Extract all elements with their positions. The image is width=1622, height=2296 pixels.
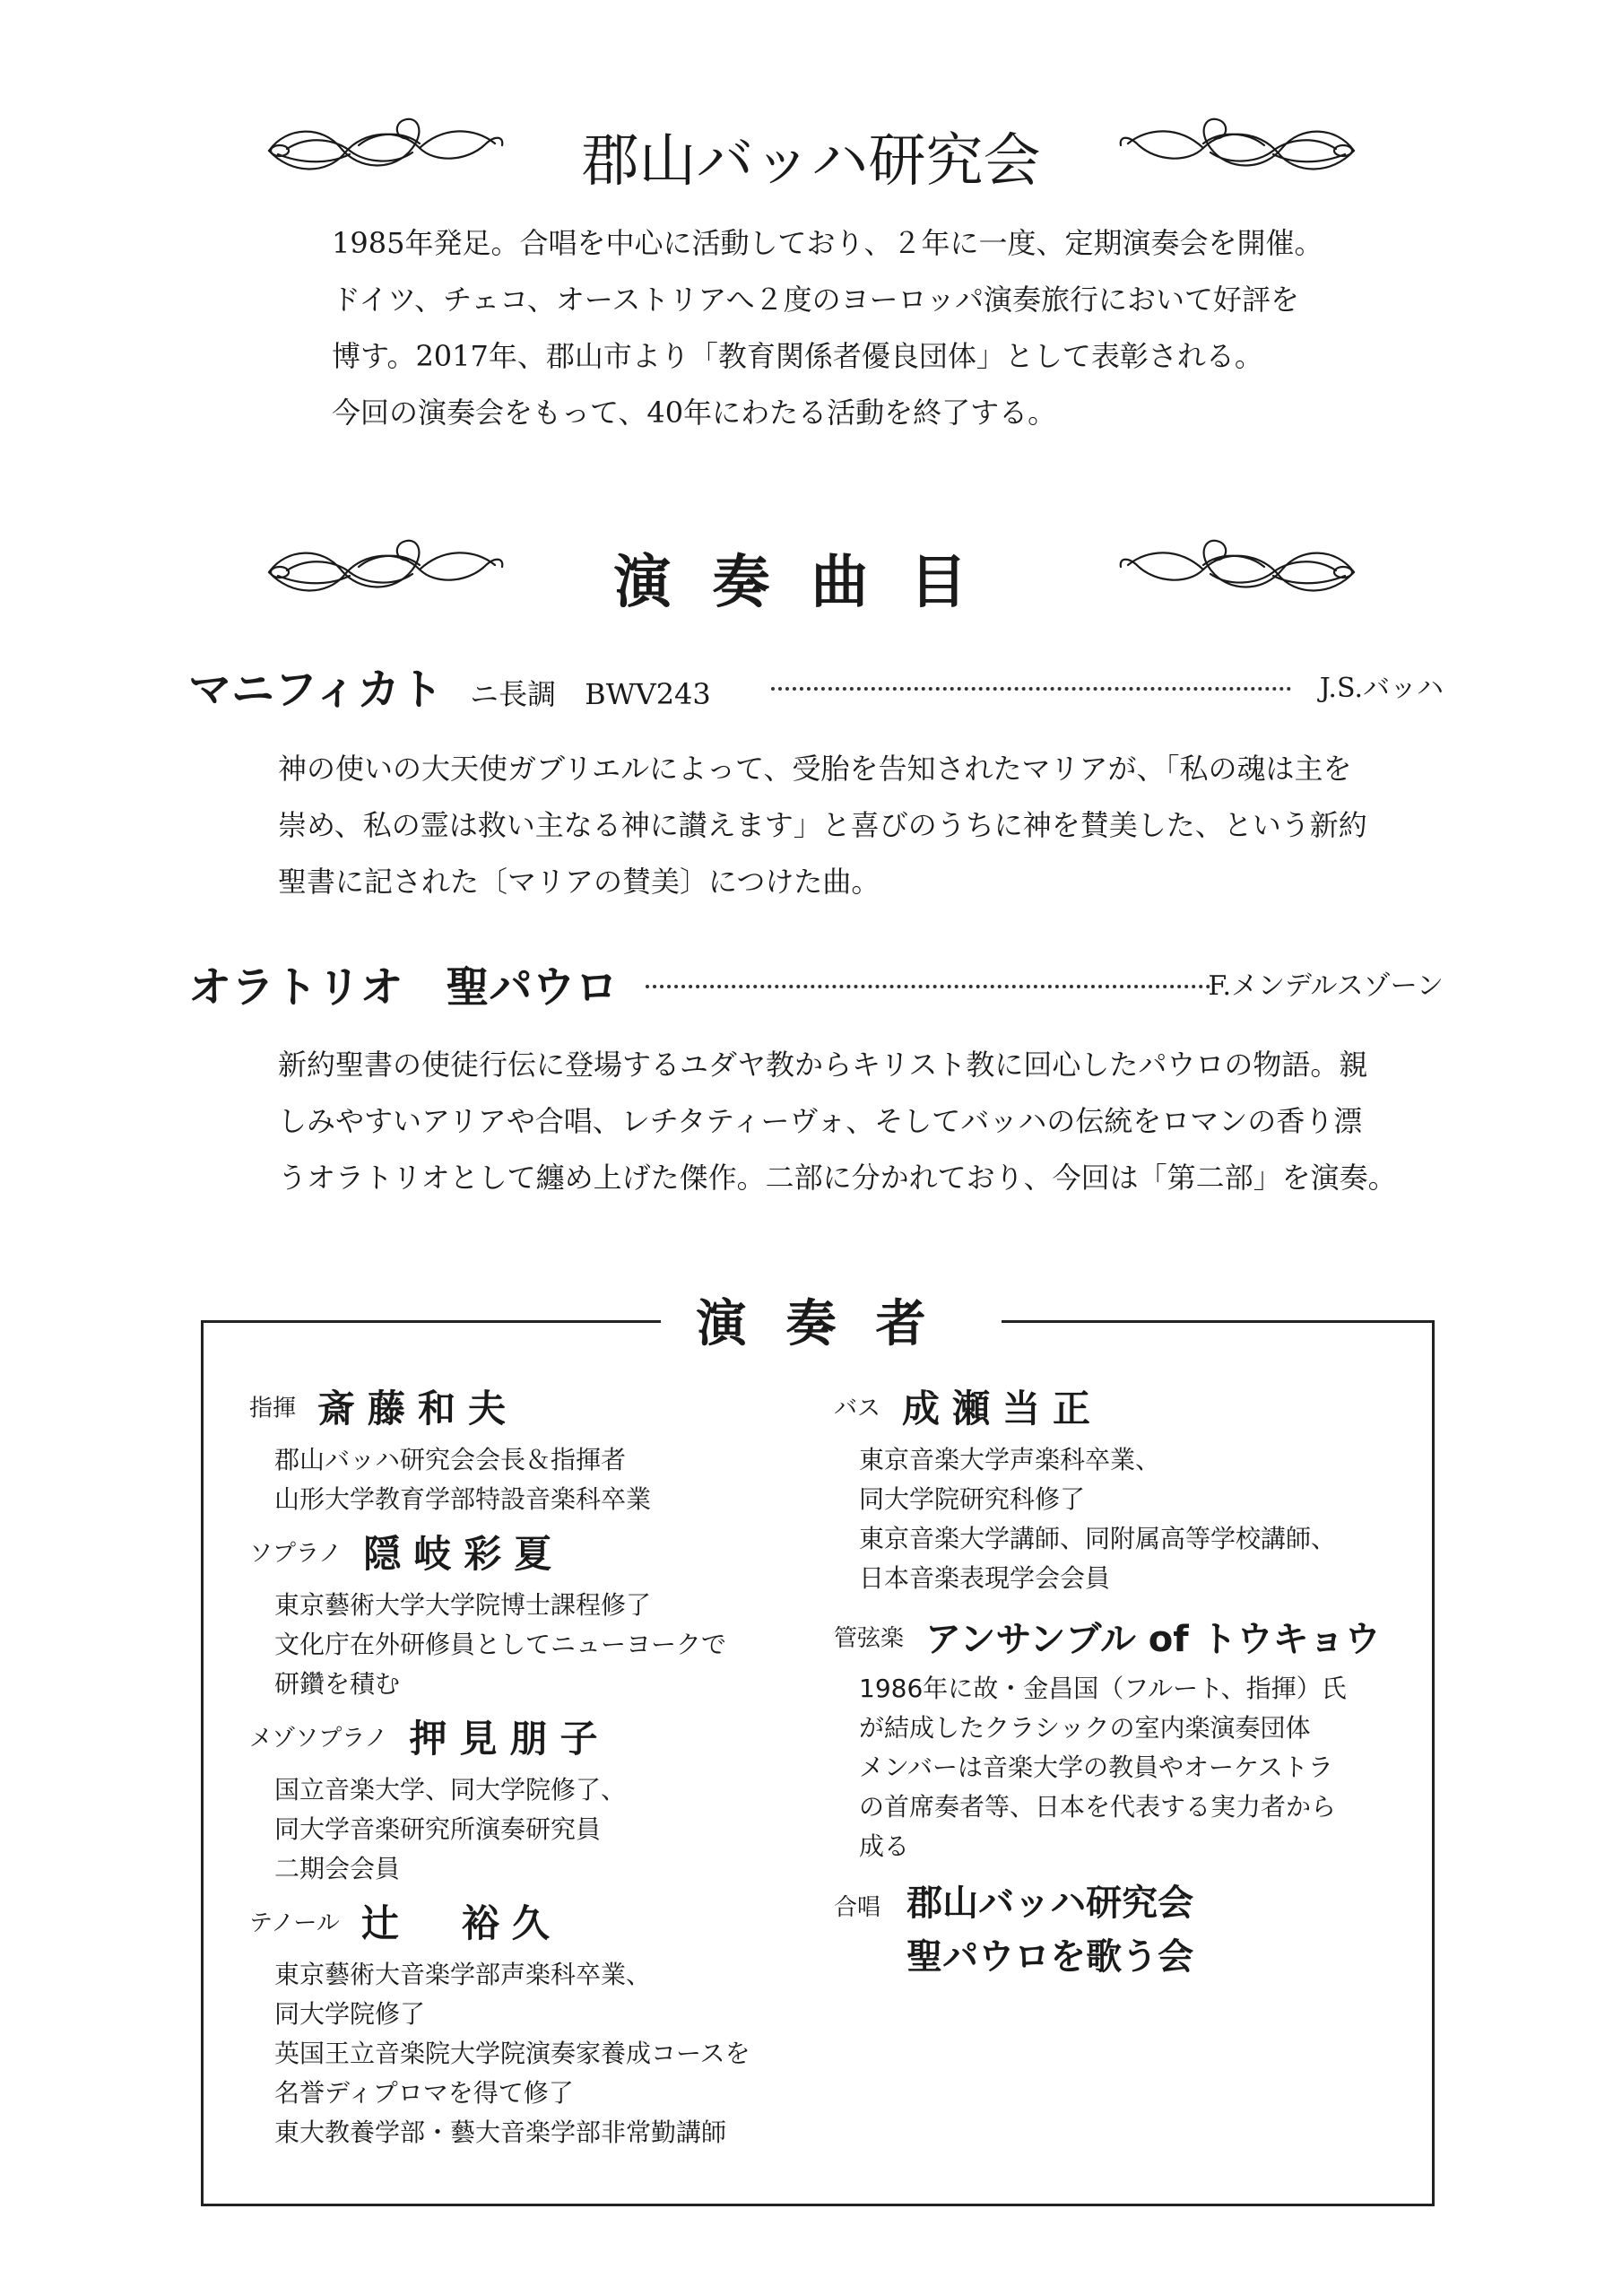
about-line: ドイツ、チェコ、オーストリアへ２度のヨーロッパ演奏旅行において好評を: [332, 283, 1300, 317]
performer-bio-line: 東大教養学部・藝大音楽学部非常勤講師: [274, 2118, 727, 2147]
piece-description: [278, 1037, 1397, 1206]
piece-title: マニフィカト: [188, 665, 444, 715]
performer-mezzo-soprano: [249, 1709, 626, 1889]
piece-description: [278, 741, 1367, 910]
performer-bio-line: 研鑽を積む: [274, 1669, 401, 1699]
performer-role: 指揮: [249, 1395, 297, 1422]
piece-magnificat: [188, 655, 1444, 715]
performer-name: 押見朋子: [409, 1717, 611, 1761]
performer-bio-line: 1986年に故・金昌国（フルート、指揮）氏: [859, 1674, 1347, 1703]
dot-leader: [771, 687, 1291, 691]
performer-name: 成瀬当正: [902, 1387, 1104, 1431]
piece-composer: F.メンデルスゾーン: [1208, 970, 1444, 1002]
about-heading-row: [0, 99, 1622, 197]
piece-composer: J.S.バッハ: [1319, 673, 1444, 704]
performer-bio-line: 名誉ディプロマを得て修了: [274, 2078, 574, 2108]
about-title: 郡山バッハ研究会: [581, 128, 1041, 195]
performer-bass: [834, 1379, 1336, 1598]
performer-name: 辻 裕久: [360, 1901, 562, 1945]
performer-role: テノール: [249, 1909, 340, 1937]
performer-orchestra: [834, 1611, 1381, 1866]
performer-tenor: [249, 1894, 750, 2152]
description-line: 新約聖書の使徒行伝に登場するユダヤ教からキリスト教に回心したパウロの物語。親: [278, 1048, 1368, 1082]
program-title: 演奏曲目: [613, 549, 1009, 616]
performer-bio-line: メンバーは音楽大学の教員やオーケストラ: [859, 1752, 1333, 1782]
performer-role: ソプラノ: [249, 1540, 343, 1568]
description-line: 崇め、私の霊は救い主なる神に讃えます」と喜びのうちに神を賛美した、という新約: [278, 808, 1367, 842]
performer-bio-line: 文化庁在外研修員としてニューヨークで: [274, 1630, 727, 1659]
performer-bio-line: 成る: [859, 1831, 910, 1861]
performer-role: バス: [834, 1395, 881, 1422]
performer-conductor: [249, 1379, 651, 1519]
description-line: しみやすいアリアや合唱、レチタティーヴォ、そしてバッハの伝統をロマンの香り漂: [278, 1104, 1363, 1138]
performer-bio-line: 日本音楽表現学会会員: [859, 1563, 1111, 1593]
performer-name: 斎藤和夫: [317, 1387, 519, 1431]
about-line: 1985年発足。合唱を中心に活動しており、２年に一度、定期演奏会を開催。: [332, 226, 1323, 260]
performer-bio-line: 英国王立音楽院大学院演奏家養成コースを: [274, 2039, 750, 2068]
performer-bio-line: 二期会会員: [274, 1854, 401, 1883]
performer-bio-line: 郡山バッハ研究会会長＆指揮者: [274, 1445, 627, 1474]
description-line: 聖書に記された〔マリアの賛美〕につけた曲。: [278, 865, 880, 899]
performer-bio-line: 山形大学教育学部特設音楽科卒業: [274, 1484, 652, 1514]
about-line: 博す。2017年、郡山市より「教育関係者優良団体」として表彰される。: [332, 339, 1263, 373]
piece-st-paul: [188, 952, 1444, 1013]
performer-bio-line: 東京音楽大学講師、同附属高等学校講師、: [859, 1524, 1337, 1553]
description-line: うオラトリオとして纏め上げた傑作。二部に分かれており、今回は「第二部」を演奏。: [278, 1161, 1397, 1195]
piece-title: オラトリオ 聖パウロ: [188, 962, 619, 1013]
performer-bio-line: 国立音楽大学、同大学院修了、: [274, 1775, 627, 1805]
performer-bio-line: 東京藝術大音楽学部声楽科卒業、: [274, 1960, 652, 1989]
right-flourish-ornament: [1112, 520, 1363, 619]
program-heading-row: [0, 520, 1622, 619]
performer-bio-line: 東京藝術大学大学院博士課程修了: [274, 1590, 652, 1620]
performer-bio-line: 同大学音楽研究所演奏研究員: [274, 1814, 602, 1844]
performer-role: 管弦楽: [834, 1625, 905, 1652]
performer-choir: [834, 1876, 1193, 1984]
about-line: 今回の演奏会をもって、40年にわたる活動を終了する。: [332, 396, 1057, 430]
performer-name: 隠岐彩夏: [363, 1532, 565, 1576]
performers-title: 演奏者: [661, 1284, 1002, 1356]
performer-bio-line: が結成したクラシックの室内楽演奏団体: [859, 1713, 1311, 1743]
performer-bio-line: 同大学院研究科修了: [859, 1484, 1086, 1514]
dot-leader: [646, 985, 1210, 988]
right-flourish-ornament: [1112, 99, 1363, 197]
performer-bio-line: 東京音楽大学声楽科卒業、: [859, 1445, 1161, 1474]
about-description: [332, 215, 1323, 441]
performer-name: アンサンブル of トウキョウ: [925, 1619, 1381, 1660]
performer-role: 合唱: [834, 1894, 881, 1921]
performer-soprano: [249, 1525, 726, 1704]
performer-bio-line: 同大学院修了: [274, 1999, 426, 2029]
performer-role: メゾソプラノ: [249, 1725, 388, 1752]
performer-name: 郡山バッハ研究会: [906, 1883, 1194, 1924]
performer-bio-line: の首席奏者等、日本を代表する実力者から: [859, 1792, 1337, 1822]
piece-key: ニ長調 BWV243: [470, 677, 711, 711]
performer-name: 聖パウロを歌う会: [906, 1936, 1194, 1978]
description-line: 神の使いの大天使ガブリエルによって、受胎を告知されたマリアが、「私の魂は主を: [278, 752, 1352, 786]
